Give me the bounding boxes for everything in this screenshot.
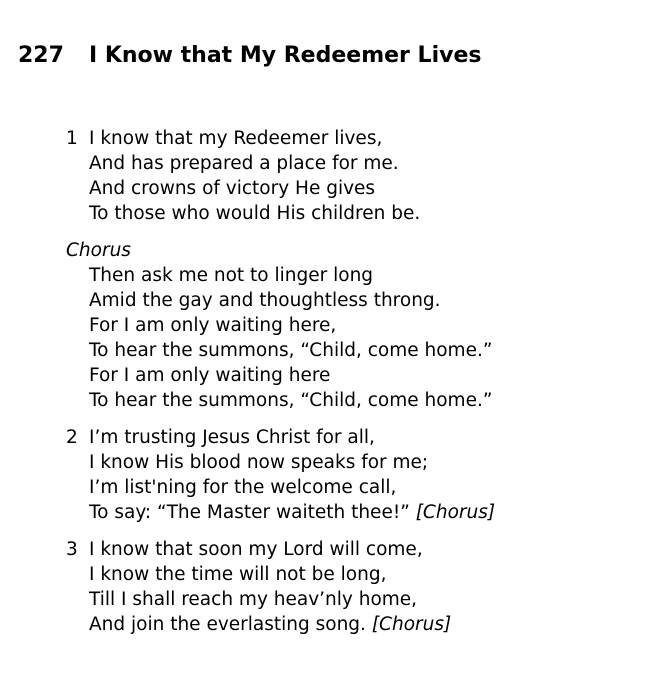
verse-line xyxy=(66,425,495,450)
chorus-line xyxy=(66,288,495,313)
chorus-line xyxy=(66,388,495,413)
hymn-heading xyxy=(18,41,481,71)
verse-line xyxy=(66,500,495,525)
verse-line xyxy=(66,126,495,151)
verse-line-text: I’m list'ning for the welcome call, xyxy=(89,477,397,498)
verse-line-text: I know His blood now speaks for me; xyxy=(89,452,429,473)
chorus-reference: [Chorus] xyxy=(415,502,496,523)
verse-number: 1 xyxy=(66,128,78,149)
verse-line-text: I know the time will not be long, xyxy=(89,564,387,585)
verse-line-text: Till I shall reach my heav’nly home, xyxy=(89,589,418,610)
verse-line xyxy=(66,450,495,475)
chorus-line-text: For I am only waiting here xyxy=(89,365,331,386)
verse-line xyxy=(66,537,495,562)
chorus-line-text: To hear the summons, “Child, come home.” xyxy=(89,390,493,411)
chorus-line xyxy=(66,313,495,338)
verse-line-text: And crowns of victory He gives xyxy=(89,178,376,199)
verse-line-text: I’m trusting Jesus Christ for all, xyxy=(89,427,375,448)
chorus-line-text: For I am only waiting here, xyxy=(89,315,337,336)
verse-line xyxy=(66,475,495,500)
verse-1 xyxy=(66,126,495,226)
hymn-number: 227 xyxy=(18,43,64,68)
chorus-line xyxy=(66,363,495,388)
verse-line xyxy=(66,201,495,226)
verse-number: 2 xyxy=(66,427,78,448)
verse-line-text: And join the everlasting song. xyxy=(89,614,366,635)
verse-line xyxy=(66,612,495,637)
verse-line xyxy=(66,176,495,201)
chorus-line-text: To hear the summons, “Child, come home.” xyxy=(89,340,493,361)
chorus-line-text: Amid the gay and thoughtless throng. xyxy=(89,290,441,311)
chorus-line xyxy=(66,263,495,288)
chorus-line xyxy=(66,338,495,363)
hymn-body xyxy=(66,126,495,649)
hymn-title: I Know that My Redeemer Lives xyxy=(89,43,482,68)
verse-line xyxy=(66,562,495,587)
verse-line xyxy=(66,151,495,176)
verse-line-text: I know that soon my Lord will come, xyxy=(89,539,423,560)
verse-line-text: And has prepared a place for me. xyxy=(89,153,399,174)
verse-line-text: To those who would His children be. xyxy=(89,203,421,224)
verse-2 xyxy=(66,425,495,525)
verse-line xyxy=(66,587,495,612)
chorus-label: Chorus xyxy=(66,240,131,261)
verse-line-text: To say: “The Master waiteth thee!” xyxy=(89,502,410,523)
verse-number: 3 xyxy=(66,539,78,560)
verse-3 xyxy=(66,537,495,637)
chorus-line-text: Then ask me not to linger long xyxy=(89,265,374,286)
chorus xyxy=(66,238,495,413)
verse-line-text: I know that my Redeemer lives, xyxy=(89,128,383,149)
chorus-reference: [Chorus] xyxy=(371,614,452,635)
